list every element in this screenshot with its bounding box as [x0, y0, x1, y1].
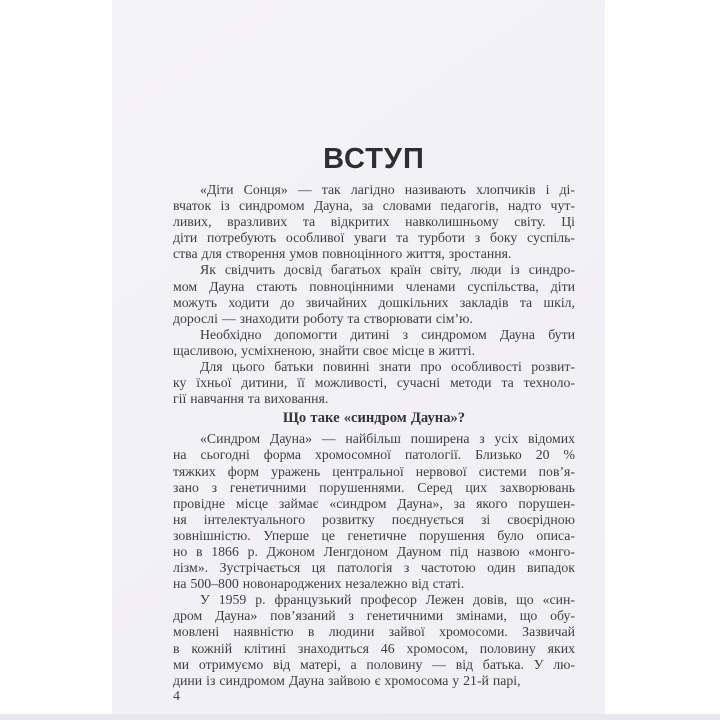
text-line: ня інтелектуального розвитку поєднується зі своєрідною: [173, 511, 575, 527]
paragraph: [173, 431, 575, 592]
text-line: У 1959 р. французький професор Лежен довів, що «син-: [200, 592, 575, 608]
text-line: ливих, вразливих та відкритих навколишньому світу. Ці: [173, 214, 575, 230]
text-line: зовнішністю. Уперше це генетичне порушення було описа-: [173, 527, 575, 543]
text-line: «Синдром Дауна» — найбільш поширена з усіх відомих: [200, 431, 575, 447]
text-line: «Діти Сонця» — так лагідно називають хлопчиків і ді-: [200, 182, 575, 197]
page-bottom-shadow: [0, 714, 720, 720]
text-line: щасливою, усміхненою, знайти своє місце в житті.: [173, 342, 476, 358]
text-line: на 500–800 новонароджених незалежно від статі.: [173, 576, 465, 592]
text-line: дини із синдромом Дауна зайвою є хромосома у 21-й парі,: [173, 672, 521, 688]
text-line: дорослі — знаходити роботу та створювати сім’ю.: [173, 310, 473, 326]
text-line: діти потребують особливої уваги та турботи з боку суспіль-: [173, 230, 575, 246]
text-line: провідне місце займає «синдром Дауна», за якого порушен-: [173, 495, 575, 511]
text-line: Необхідно допомогти дитині з синдромом Дауна бути: [200, 326, 575, 342]
paragraph: [173, 327, 575, 359]
page-title: ВСТУП: [323, 143, 425, 175]
text-line: мом Дауна стають повноцінними членами суспільства, діти: [173, 278, 575, 294]
text-line: можуть ходити до звичайних дошкільних закладів та шкіл,: [173, 294, 575, 310]
text-line: гії навчання та виховання.: [173, 391, 329, 407]
section-heading: Що таке «синдром Дауна»?: [282, 410, 466, 427]
text-line: тяжких форм уражень центральної нервової системи пов’я-: [173, 463, 575, 479]
text-line: вчаток із синдромом Дауна, за словами педагогів, надто чут-: [173, 198, 575, 214]
text-line: Для цього батьки повинні знати про особливості розвит-: [200, 359, 575, 375]
text-line: лізм». Зустрічається ця патологія з частотою один випадок: [173, 560, 575, 576]
text-line: мовлені наявністю в людини зайвої хромосоми. Зазвичай: [173, 624, 575, 640]
text-line: в кожній клітині знаходиться 46 хромосом, половину яких: [173, 640, 575, 656]
paragraph: [173, 262, 575, 326]
text-line: ми отримуємо від матері, а половину — від батька. У лю-: [173, 656, 575, 672]
page-number: 4: [173, 689, 180, 704]
body-text: [173, 182, 575, 689]
text-line: ства для створення умов повноцінного життя, зростання.: [173, 246, 512, 262]
book-page: [112, 0, 605, 714]
text-line: зано з генетичними порушеннями. Серед цих захворювань: [173, 479, 575, 495]
paragraph: [173, 592, 575, 689]
text-line: ку їхньої дитини, її можливості, сучасні методи та техноло-: [173, 375, 575, 391]
text-line: Як свідчить досвід багатьох країн світу, люди із синдро-: [200, 262, 575, 278]
page-content: [173, 143, 575, 689]
text-line: на сьогодні форма хромосомної патології. Близько 20 %: [173, 447, 575, 463]
text-line: дром Дауна» пов’язаний з генетичними змінами, що обу-: [173, 608, 575, 624]
paragraph: [173, 182, 575, 262]
text-line: но в 1866 р. Джоном Ленгдоном Дауном під назвою «монго-: [173, 543, 575, 559]
paragraph: [173, 359, 575, 407]
